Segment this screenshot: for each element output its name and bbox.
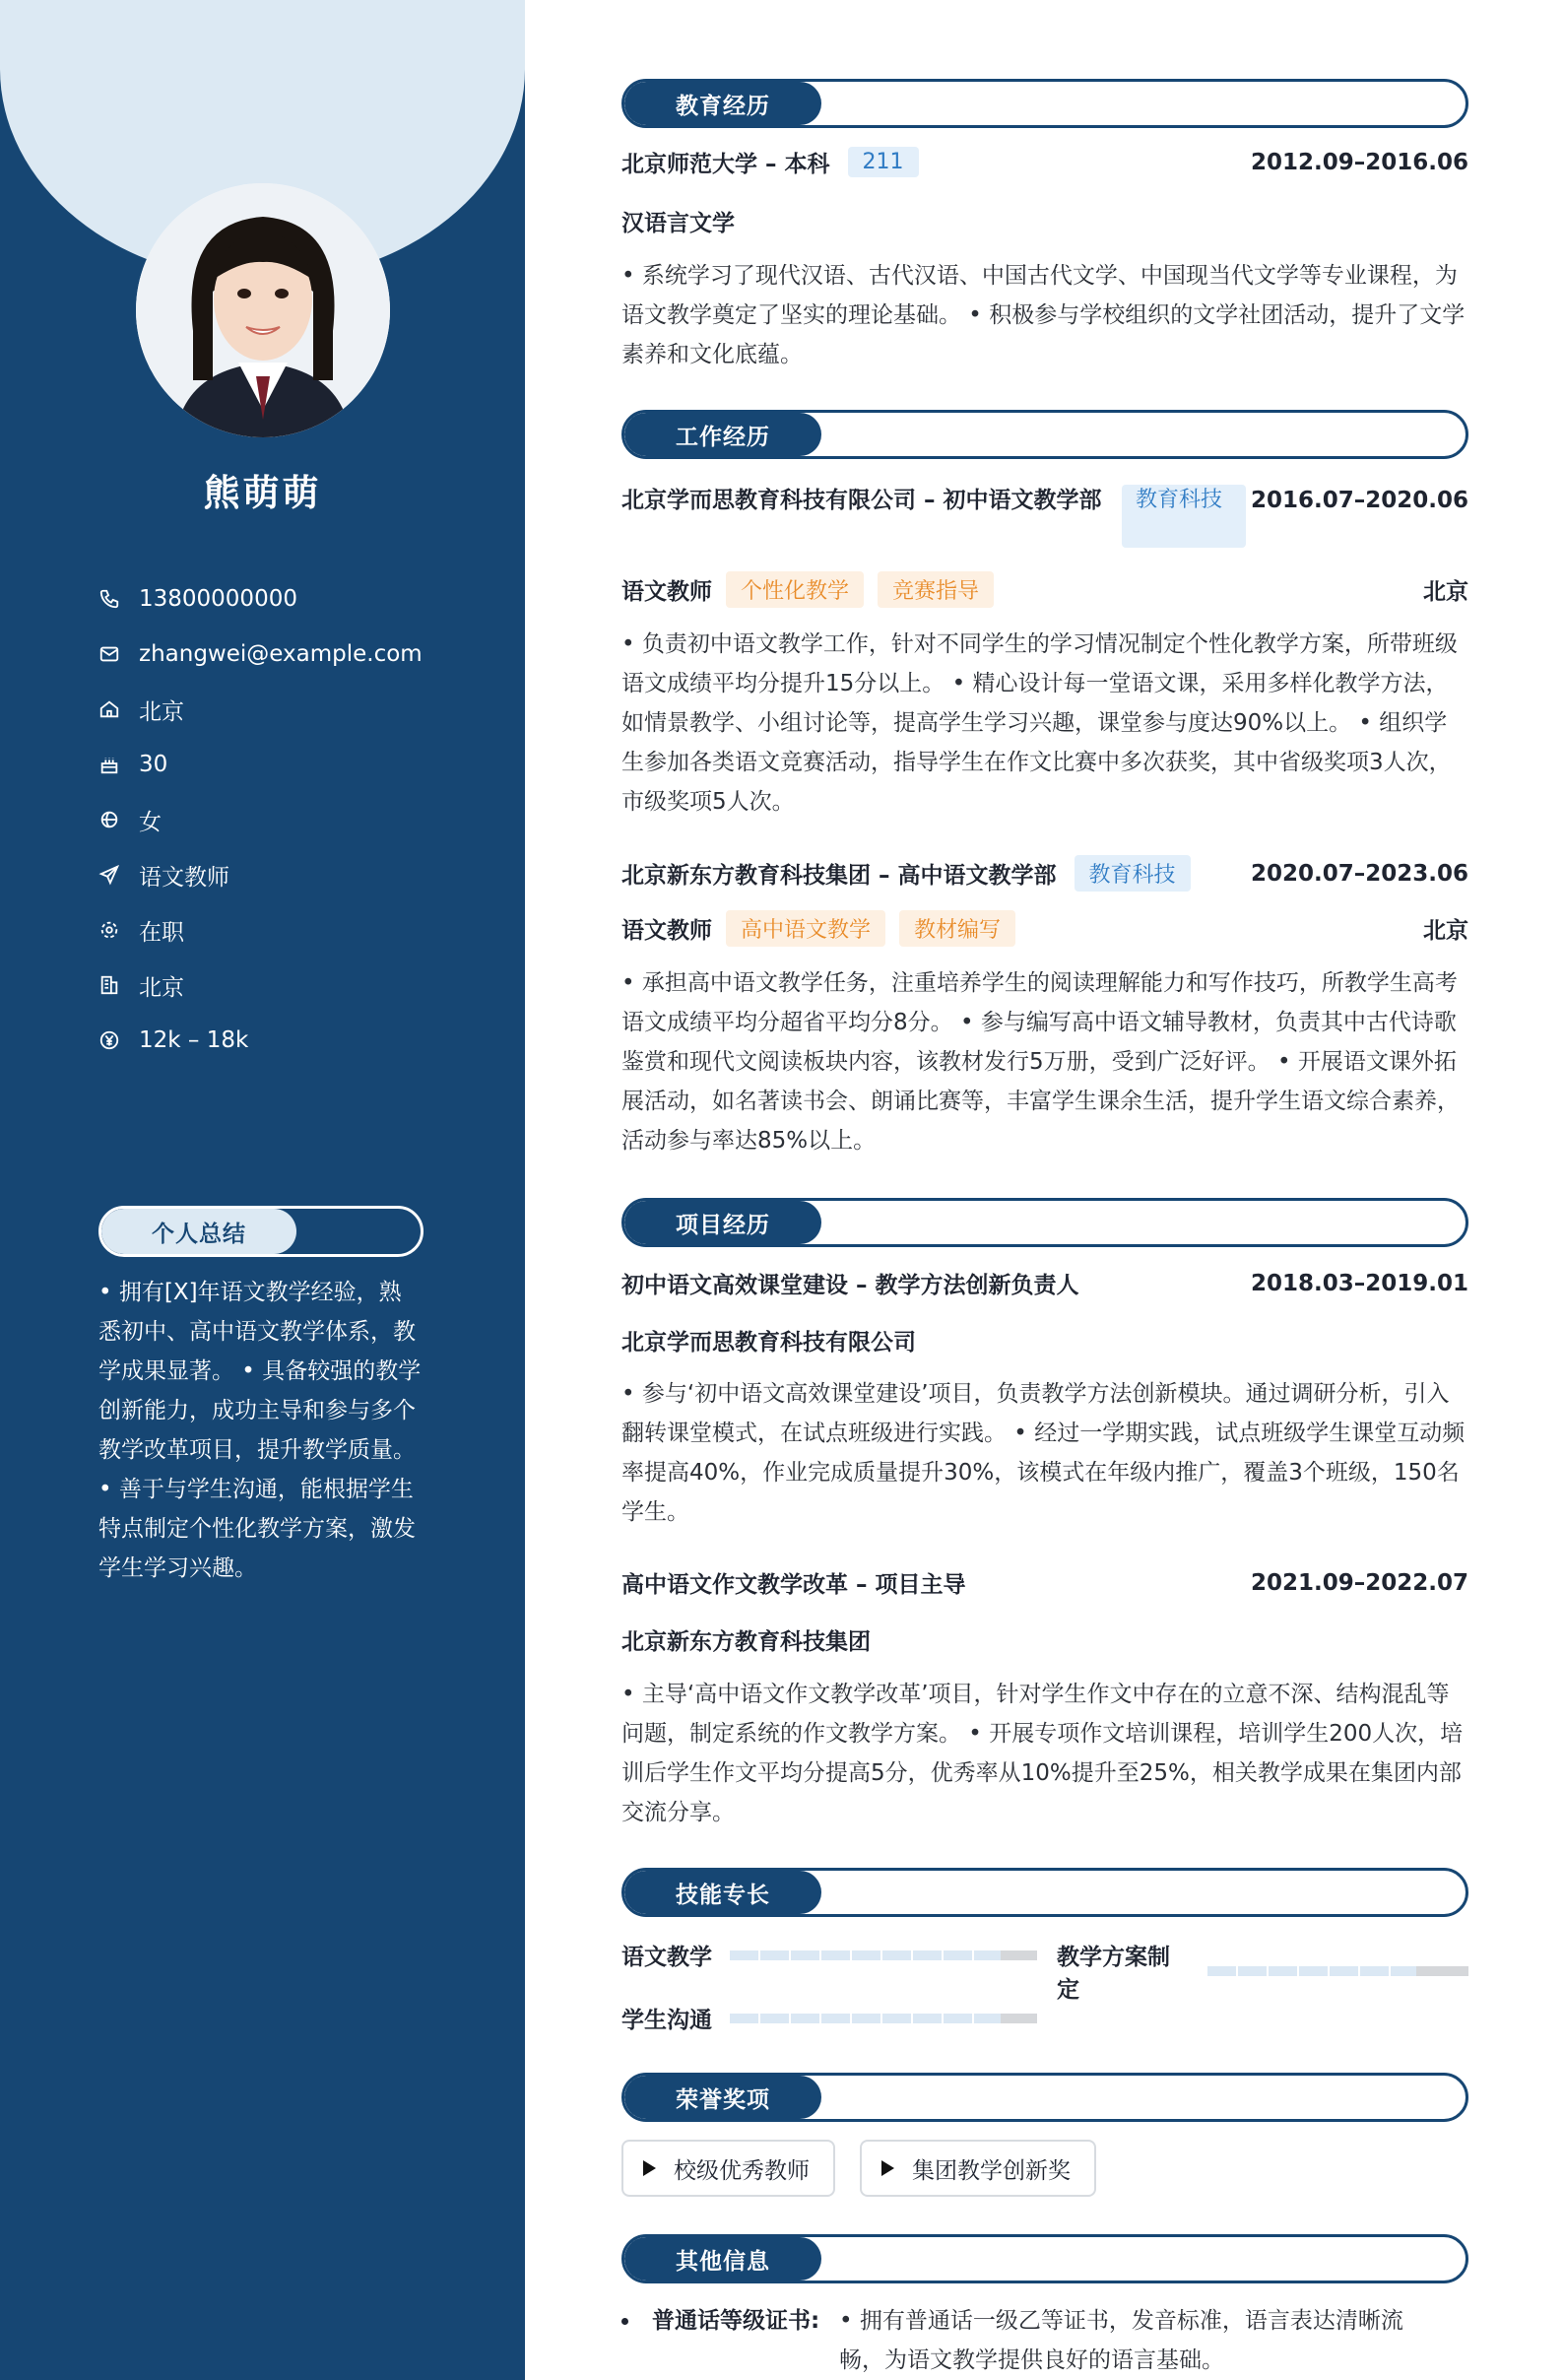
work-item-2-role-row: [621, 910, 1468, 947]
work-item-1-tag-1: 个性化教学: [726, 571, 864, 608]
honors-section-title: 荣誉奖项: [621, 2073, 1468, 2122]
project-item-2-name: 高中语文作文教学改革 – 项目主导: [621, 1572, 966, 1598]
phone-icon: [98, 588, 120, 610]
skill-item-2: [1057, 1939, 1468, 2004]
skill-item-2-bar: [1207, 1966, 1468, 1976]
work-item-1-tag-2: 竞赛指导: [878, 571, 994, 608]
skill-item-1-bar: [730, 1950, 1037, 1960]
mail-icon: [98, 643, 120, 665]
work-item-2-industry: 教育科技: [1075, 855, 1191, 892]
yen-icon: [98, 1029, 120, 1051]
cake-icon: [98, 754, 120, 775]
project-item-2-header: [621, 1566, 1468, 1599]
info-target-city: 北京: [98, 958, 423, 1013]
summary-text: • 拥有[X]年语文教学经验，熟悉初中、高中语文教学体系，教学成果显著。 • 具备较强的教学创新能力，成功主导和参与多个教学改革项目，提升教学质量。 • 善于与学生沟通，能根据学生特点制定个性化教学方案，激发学生学习兴趣。: [98, 1280, 422, 1581]
education-major: 汉语言文学: [621, 211, 735, 236]
work-item-1-role-row: [621, 571, 1468, 608]
bullet-icon: [621, 2318, 628, 2325]
project-item-1-org: 北京学而思教育科技有限公司: [621, 1330, 916, 1355]
project-item-1-desc: • 参与‘初中语文高效课堂建设’项目，负责教学方法创新模块。通过调研分析，引入翻转课堂模式，在试点班级进行实践。 • 经过一学期实践，试点班级学生课堂互动频率提高40%，作业完成质量提升30%，该模式在年级内推广，覆盖3个班级，150名学生。: [621, 1381, 1466, 1525]
work-item-1-desc: • 负责初中语文教学工作，针对不同学生的学习情况制定个性化教学方案，所带班级语文成绩平均分提升15分以上。 • 精心设计每一堂语文课，采用多样化教学方法，如情景教学、小组讨论等，提高学生学习兴趣，课堂参与度达90%以上。 • 组织学生参加各类语文竞赛活动，指导学生在作文比赛中多次获奖，其中省级奖项3人次，市级奖项5人次。: [621, 631, 1458, 815]
play-icon: [643, 2160, 656, 2176]
other-info-label: 普通话等级证书:: [652, 2308, 820, 2334]
skill-item-1-name: 语文教学: [621, 1945, 712, 1970]
school-tag: 211: [848, 147, 919, 177]
gender-icon: [98, 809, 120, 830]
info-position: 语文教师: [98, 847, 423, 902]
work-item-2-city: 北京: [1423, 918, 1468, 944]
contact-info-list: [98, 571, 423, 1068]
work-item-2-date: 2020.07–2023.06: [1250, 860, 1468, 887]
info-phone: 13800000000: [98, 571, 423, 627]
info-gender: 女: [98, 792, 423, 847]
skill-item-3-bar: [730, 2014, 1037, 2023]
play-icon: [881, 2160, 894, 2176]
building-icon: [98, 974, 120, 996]
skill-item-2-name: 教学方案制定: [1057, 1945, 1170, 2003]
sidebar: [0, 0, 525, 2380]
work-item-2-header: [621, 855, 1468, 892]
skill-item-3-name: 学生沟通: [621, 2008, 712, 2033]
project-item-2-desc: • 主导‘高中语文作文教学改革’项目，针对学生作文中存在的立意不深、结构混乱等问题，制定系统的作文教学方案。 • 开展专项作文培训课程，培训学生200人次，培训后学生作文平均分提高5分，优秀率从10%提升至25%，相关教学成果在集团内部交流分享。: [621, 1682, 1464, 1825]
honor-item-2: 集团教学创新奖: [860, 2140, 1096, 2197]
send-icon: [98, 864, 120, 886]
work-item-1-role: 语文教师: [621, 579, 712, 605]
other-section-title: 其他信息: [621, 2234, 1468, 2283]
skills-section-title: 技能专长: [621, 1868, 1468, 1917]
project-item-1-date: 2018.03–2019.01: [1250, 1270, 1468, 1296]
info-age: 30: [98, 737, 423, 792]
other-info-text: • 拥有普通话一级乙等证书，发音标准，语言表达清晰流畅，为语文教学提供良好的语言基础。: [839, 2308, 1403, 2373]
work-section-title: 工作经历: [621, 410, 1468, 459]
education-header: [621, 146, 1468, 178]
projects-section-title: 项目经历: [621, 1198, 1468, 1247]
info-email: zhangwei@example.com: [98, 627, 423, 682]
work-item-1-date: 2016.07–2020.06: [1250, 488, 1468, 513]
candidate-name: 熊萌萌: [203, 472, 322, 514]
skill-item-3: [621, 2002, 1037, 2034]
work-item-1-industry: 教育科技: [1122, 485, 1246, 548]
work-item-2-desc: • 承担高中语文教学任务，注重培养学生的阅读理解能力和写作技巧，所教学生高考语文成绩平均分超省平均分8分。 • 参与编写高中语文辅导教材，负责其中古代诗歌鉴赏和现代文阅读板块内容，该教材发行5万册，受到广泛好评。 • 开展语文课外拓展活动，如名著读书会、朗诵比赛等，丰富学生课余生活，提升学生语文综合素养，活动参与率达85%以上。: [621, 970, 1460, 1154]
summary-section-title: 个人总结: [98, 1206, 424, 1257]
info-location: 北京: [98, 682, 423, 737]
project-item-1-name: 初中语文高效课堂建设 – 教学方法创新负责人: [621, 1273, 1079, 1298]
skill-item-1: [621, 1939, 1037, 1971]
project-item-2-date: 2021.09–2022.07: [1250, 1569, 1468, 1596]
work-item-1-company: 北京学而思教育科技有限公司 – 初中语文教学部: [621, 488, 1102, 513]
education-desc: • 系统学习了现代汉语、古代汉语、中国古代文学、中国现当代文学等专业课程，为语文教学奠定了坚实的理论基础。 • 积极参与学校组织的文学社团活动，提升了文学素养和文化底蕴。: [621, 263, 1466, 367]
work-item-2-tag-1: 高中语文教学: [726, 910, 885, 947]
info-status: 在职: [98, 902, 423, 958]
avatar-photo: [136, 183, 390, 437]
info-salary: 12k – 18k: [98, 1013, 423, 1068]
work-item-1-city: 北京: [1423, 579, 1468, 605]
school-name: 北京师范大学 – 本科: [621, 152, 830, 177]
work-item-2-tag-2: 教材编写: [899, 910, 1015, 947]
education-section-title: 教育经历: [621, 79, 1468, 128]
education-date: 2012.09–2016.06: [1250, 149, 1468, 175]
work-item-2-role: 语文教师: [621, 918, 712, 944]
status-icon: [98, 919, 120, 941]
home-icon: [98, 698, 120, 720]
project-item-1-header: [621, 1267, 1468, 1299]
work-item-2-company: 北京新东方教育科技集团 – 高中语文教学部: [621, 863, 1057, 889]
honor-item-1: 校级优秀教师: [621, 2140, 835, 2197]
project-item-2-org: 北京新东方教育科技集团: [621, 1629, 871, 1655]
avatar: [136, 183, 390, 437]
